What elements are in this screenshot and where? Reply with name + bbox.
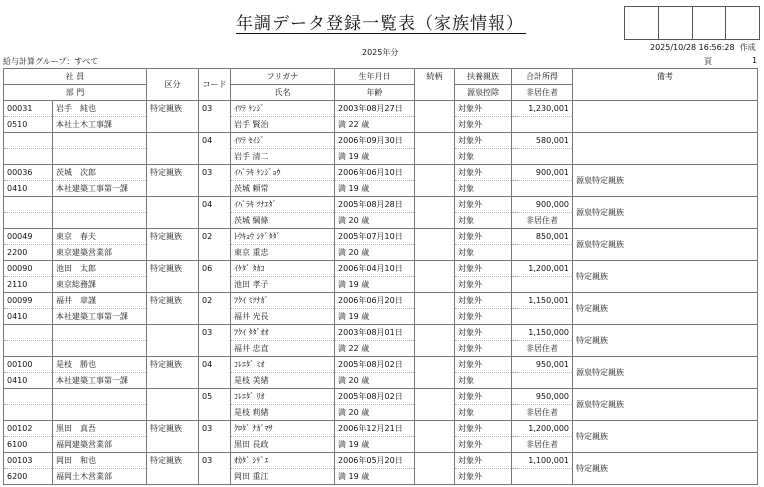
dept-number-cell: 0510: [4, 117, 53, 133]
header-birth: 生年月日: [335, 69, 415, 85]
relation-cell: [415, 453, 455, 485]
furigana-cell: ﾌｸｲ ﾀﾀﾞｵｵ: [231, 325, 335, 341]
employee-name-cell: 東京 春夫: [53, 229, 147, 245]
header-relation: 続柄: [415, 69, 455, 101]
age-cell: 満 19 歳: [335, 309, 415, 325]
dept-name-cell: 本社建築工事第一課: [53, 373, 147, 389]
hikyoju-cell: [512, 469, 573, 485]
birth-date-cell: 2005年08月28日: [335, 197, 415, 213]
hikyoju-cell: 非居住者: [512, 341, 573, 357]
employee-name-cell: [53, 133, 147, 149]
dept-name-cell: 東京建築営業部: [53, 245, 147, 261]
income-cell: 850,001: [512, 229, 573, 245]
group-filter: 給与計算グループ：すべて: [3, 57, 99, 66]
relation-cell: [415, 325, 455, 357]
code-cell: 02: [199, 293, 231, 325]
age-cell: 満 22 歳: [335, 341, 415, 357]
report-title: 年調データ登録一覧表（家族情報）: [236, 14, 524, 34]
family-name-cell: 是枝 莉緒: [231, 405, 335, 421]
dept-name-cell: 本社土木工事課: [53, 117, 147, 133]
age-cell: 満 19 歳: [335, 149, 415, 165]
fuyo-cell: 対象外: [455, 261, 512, 277]
kubun-cell: 特定親族: [147, 357, 199, 389]
kubun-cell: 特定親族: [147, 261, 199, 293]
employee-name-cell: 是枝 勝也: [53, 357, 147, 373]
dept-name-cell: 福岡土木営業部: [53, 469, 147, 485]
age-cell: 満 19 歳: [335, 181, 415, 197]
dept-name-cell: [53, 341, 147, 357]
birth-date-cell: 2006年04月10日: [335, 261, 415, 277]
printed-label: 作成: [739, 43, 756, 52]
header-dept: 部 門: [4, 85, 147, 101]
income-cell: 1,150,000: [512, 325, 573, 341]
biko-cell: 源泉特定親族: [573, 389, 758, 421]
table-row: [4, 197, 758, 213]
relation-cell: [415, 421, 455, 453]
relation-cell: [415, 357, 455, 389]
furigana-cell: ｸﾛﾀﾞ ﾅｶﾞﾏｻ: [231, 421, 335, 437]
gensen-cell: 対象外: [455, 341, 512, 357]
title-underline: [236, 33, 526, 34]
header-code: コード: [199, 69, 231, 101]
header-fuyo: 扶養親族: [455, 69, 512, 85]
biko-cell: 特定親族: [573, 453, 758, 485]
dept-name-cell: [53, 149, 147, 165]
kubun-cell: 特定親族: [147, 101, 199, 133]
relation-cell: [415, 101, 455, 133]
biko-cell: 特定親族: [573, 421, 758, 453]
family-name-cell: 池田 孝子: [231, 277, 335, 293]
table-row: [4, 293, 758, 309]
code-cell: 03: [199, 421, 231, 453]
family-name-cell: 茨城 綱條: [231, 213, 335, 229]
hikyoju-cell: 非居住者: [512, 437, 573, 453]
table-row: [4, 421, 758, 437]
employee-number-cell: 00049: [4, 229, 53, 245]
family-name-cell: 岡田 重江: [231, 469, 335, 485]
printed-datetime: 2025/10/28 16:56:28: [650, 43, 735, 52]
gensen-cell: 対象: [455, 373, 512, 389]
fuyo-cell: 対象外: [455, 293, 512, 309]
fuyo-cell: 対象外: [455, 421, 512, 437]
employee-name-cell: 黒田 真吾: [53, 421, 147, 437]
relation-cell: [415, 229, 455, 261]
employee-name-cell: 岡田 和也: [53, 453, 147, 469]
fuyo-cell: 対象外: [455, 357, 512, 373]
birth-date-cell: 2003年08月01日: [335, 325, 415, 341]
hikyoju-cell: [512, 181, 573, 197]
income-cell: 900,000: [512, 197, 573, 213]
dept-name-cell: 本社建築工事第一課: [53, 309, 147, 325]
family-data-table: [3, 68, 758, 485]
header-name: 氏名: [231, 85, 335, 101]
stamp-box: [726, 7, 759, 39]
family-name-cell: 岩手 清二: [231, 149, 335, 165]
biko-cell: 源泉特定親族: [573, 229, 758, 261]
furigana-cell: ｺﾚｴﾀﾞ ﾘｵ: [231, 389, 335, 405]
table-row: [4, 165, 758, 181]
fuyo-cell: 対象外: [455, 389, 512, 405]
biko-cell: 特定親族: [573, 261, 758, 293]
hikyoju-cell: 非居住者: [512, 405, 573, 421]
table-row: [4, 101, 758, 117]
gensen-cell: 対象外: [455, 117, 512, 133]
biko-cell: 源泉特定親族: [573, 197, 758, 229]
hikyoju-cell: [512, 309, 573, 325]
dept-number-cell: 0410: [4, 309, 53, 325]
kubun-cell: 特定親族: [147, 421, 199, 453]
relation-cell: [415, 165, 455, 197]
dept-name-cell: 本社建築工事第一課: [53, 181, 147, 197]
table-row: [4, 453, 758, 469]
birth-date-cell: 2003年08月27日: [335, 101, 415, 117]
age-cell: 満 19 歳: [335, 437, 415, 453]
income-cell: 1,230,001: [512, 101, 573, 117]
age-cell: 満 20 歳: [335, 373, 415, 389]
birth-date-cell: 2005年08月02日: [335, 389, 415, 405]
employee-name-cell: 池田 太郎: [53, 261, 147, 277]
dept-number-cell: [4, 341, 53, 357]
page-number: 1: [752, 56, 758, 65]
code-cell: 03: [199, 101, 231, 133]
fuyo-cell: 対象外: [455, 229, 512, 245]
kubun-cell: 特定親族: [147, 293, 199, 325]
header-biko: 備考: [573, 69, 758, 101]
age-cell: 満 19 歳: [335, 277, 415, 293]
employee-number-cell: 00036: [4, 165, 53, 181]
furigana-cell: ｲﾊﾞﾗｷ ﾂﾅｴﾀﾞ: [231, 197, 335, 213]
kubun-cell: [147, 133, 199, 165]
income-cell: 900,001: [512, 165, 573, 181]
dept-number-cell: 0410: [4, 373, 53, 389]
fuyo-cell: 対象外: [455, 133, 512, 149]
employee-number-cell: 00031: [4, 101, 53, 117]
code-cell: 03: [199, 453, 231, 485]
kubun-cell: 特定親族: [147, 165, 199, 197]
relation-cell: [415, 261, 455, 293]
relation-cell: [415, 133, 455, 165]
table-row: [4, 261, 758, 277]
furigana-cell: ｲｹﾀﾞ ﾀｶｺ: [231, 261, 335, 277]
biko-cell: [573, 101, 758, 133]
hikyoju-cell: 非居住者: [512, 213, 573, 229]
dept-name-cell: [53, 213, 147, 229]
dept-number-cell: 6100: [4, 437, 53, 453]
dept-name-cell: [53, 405, 147, 421]
dept-number-cell: [4, 405, 53, 421]
biko-cell: 特定親族: [573, 325, 758, 357]
income-cell: 1,150,001: [512, 293, 573, 309]
header-age: 年齢: [335, 85, 415, 101]
biko-cell: [573, 133, 758, 165]
employee-number-cell: [4, 133, 53, 149]
relation-cell: [415, 293, 455, 325]
birth-date-cell: 2006年09月30日: [335, 133, 415, 149]
table-row: [4, 389, 758, 405]
family-name-cell: 黒田 長政: [231, 437, 335, 453]
hikyoju-cell: [512, 245, 573, 261]
hikyoju-cell: [512, 373, 573, 389]
biko-cell: 源泉特定親族: [573, 357, 758, 389]
header-kubun: 区分: [147, 69, 199, 101]
kubun-cell: 特定親族: [147, 453, 199, 485]
dept-number-cell: 2200: [4, 245, 53, 261]
code-cell: 04: [199, 357, 231, 389]
employee-name-cell: 茨城 次郎: [53, 165, 147, 181]
furigana-cell: ﾄｳｷｮｳ ｼｹﾞﾀﾀﾞ: [231, 229, 335, 245]
furigana-cell: ｲﾊﾞﾗｷ ｹﾝｼﾞｮｳ: [231, 165, 335, 181]
family-name-cell: 岩手 賢治: [231, 117, 335, 133]
table-row: [4, 229, 758, 245]
stamp-box: [659, 7, 693, 39]
stamp-box: [625, 7, 659, 39]
age-cell: 満 20 歳: [335, 245, 415, 261]
employee-number-cell: 00090: [4, 261, 53, 277]
relation-cell: [415, 197, 455, 229]
table-row: [4, 357, 758, 373]
age-cell: 満 20 歳: [335, 213, 415, 229]
code-cell: 03: [199, 325, 231, 357]
employee-number-cell: 00102: [4, 421, 53, 437]
gensen-cell: 対象: [455, 245, 512, 261]
furigana-cell: ｲﾜﾃ ｹﾝｼﾞ: [231, 101, 335, 117]
hikyoju-cell: [512, 149, 573, 165]
family-name-cell: 東京 重忠: [231, 245, 335, 261]
employee-number-cell: 00103: [4, 453, 53, 469]
dept-name-cell: 福岡建築営業部: [53, 437, 147, 453]
dept-number-cell: 2110: [4, 277, 53, 293]
employee-number-cell: 00099: [4, 293, 53, 309]
header-emp: 社 員: [4, 69, 147, 85]
age-cell: 満 20 歳: [335, 405, 415, 421]
gensen-cell: 対象: [455, 213, 512, 229]
birth-date-cell: 2006年12月21日: [335, 421, 415, 437]
header-furigana: フリガナ: [231, 69, 335, 85]
printed-timestamp: [650, 42, 756, 53]
page-label: 頁: [704, 57, 712, 66]
dept-number-cell: [4, 149, 53, 165]
approval-stamp-boxes: [624, 6, 760, 40]
birth-date-cell: 2006年06月20日: [335, 293, 415, 309]
family-name-cell: 福井 光長: [231, 309, 335, 325]
family-name-cell: 是枝 美緒: [231, 373, 335, 389]
fuyo-cell: 対象外: [455, 165, 512, 181]
kubun-cell: [147, 389, 199, 421]
furigana-cell: ｺﾚｴﾀﾞ ﾐｵ: [231, 357, 335, 373]
birth-date-cell: 2006年05月20日: [335, 453, 415, 469]
income-cell: 1,100,001: [512, 453, 573, 469]
family-name-cell: 福井 忠直: [231, 341, 335, 357]
gensen-cell: 対象: [455, 405, 512, 421]
employee-number-cell: 00100: [4, 357, 53, 373]
age-cell: 満 22 歳: [335, 117, 415, 133]
code-cell: 04: [199, 197, 231, 229]
report-year: 2025年分: [362, 48, 399, 57]
table-row: [4, 325, 758, 341]
gensen-cell: 対象外: [455, 469, 512, 485]
kubun-cell: [147, 325, 199, 357]
header-income: 合計所得: [512, 69, 573, 85]
header-gensen: 源泉控除: [455, 85, 512, 101]
gensen-cell: 対象: [455, 149, 512, 165]
age-cell: 満 19 歳: [335, 469, 415, 485]
fuyo-cell: 対象外: [455, 453, 512, 469]
furigana-cell: ｵｶﾀﾞ ｼｹﾞｴ: [231, 453, 335, 469]
dept-number-cell: [4, 213, 53, 229]
dept-number-cell: 6200: [4, 469, 53, 485]
income-cell: 950,000: [512, 389, 573, 405]
stamp-box: [693, 7, 727, 39]
income-cell: 1,200,001: [512, 261, 573, 277]
header-hikyoju: 非居住者: [512, 85, 573, 101]
kubun-cell: [147, 197, 199, 229]
income-cell: 950,001: [512, 357, 573, 373]
gensen-cell: 対象外: [455, 437, 512, 453]
furigana-cell: ｲﾜﾃ ｾｲｼﾞ: [231, 133, 335, 149]
hikyoju-cell: [512, 117, 573, 133]
gensen-cell: 対象: [455, 181, 512, 197]
fuyo-cell: 対象外: [455, 101, 512, 117]
gensen-cell: 対象外: [455, 277, 512, 293]
income-cell: 580,001: [512, 133, 573, 149]
hikyoju-cell: [512, 277, 573, 293]
employee-number-cell: [4, 325, 53, 341]
employee-name-cell: 福井 章謹: [53, 293, 147, 309]
fuyo-cell: 対象外: [455, 325, 512, 341]
table-row: [4, 133, 758, 149]
biko-cell: 源泉特定親族: [573, 165, 758, 197]
birth-date-cell: 2005年07月10日: [335, 229, 415, 245]
biko-cell: 特定親族: [573, 293, 758, 325]
employee-name-cell: [53, 325, 147, 341]
dept-number-cell: 0410: [4, 181, 53, 197]
employee-number-cell: [4, 389, 53, 405]
code-cell: 05: [199, 389, 231, 421]
employee-number-cell: [4, 197, 53, 213]
birth-date-cell: 2005年08月02日: [335, 357, 415, 373]
family-name-cell: 茨城 頼常: [231, 181, 335, 197]
code-cell: 02: [199, 229, 231, 261]
fuyo-cell: 対象外: [455, 197, 512, 213]
code-cell: 06: [199, 261, 231, 293]
income-cell: 1,200,000: [512, 421, 573, 437]
birth-date-cell: 2006年06月10日: [335, 165, 415, 181]
code-cell: 03: [199, 165, 231, 197]
kubun-cell: 特定親族: [147, 229, 199, 261]
employee-name-cell: 岩手 純也: [53, 101, 147, 117]
code-cell: 04: [199, 133, 231, 165]
employee-name-cell: [53, 389, 147, 405]
furigana-cell: ﾌｸｲ ﾐﾂﾅｶﾞ: [231, 293, 335, 309]
relation-cell: [415, 389, 455, 421]
employee-name-cell: [53, 197, 147, 213]
dept-name-cell: 東京総務課: [53, 277, 147, 293]
gensen-cell: 対象外: [455, 309, 512, 325]
